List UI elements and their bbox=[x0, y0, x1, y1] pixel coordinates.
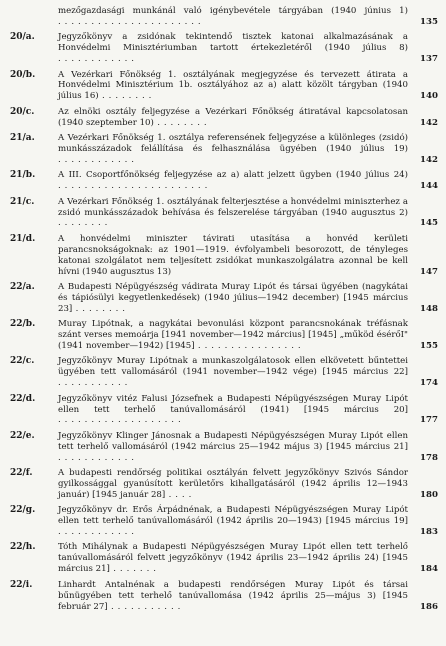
toc-entry bbox=[10, 282, 438, 315]
toc-entry-text: Jegyzőkönyv dr. Erős Árpádnénak, a Budapesti Népügyészségen Muray Lipót ellen tett terhelő tanúvallomásáról (1942 április 20—1943) [1945 március 19] bbox=[58, 505, 408, 527]
toc-entry-title bbox=[58, 234, 414, 278]
toc-entry-leader-dots: . . . . . . . . . . . . . . . . bbox=[194, 340, 302, 351]
toc-entry-text: Jegyzőkönyv Muray Lipótnak a munkaszolgálatosok ellen elkövetett bűntettei ügyében tett vallomásáról (1941 november—1942 vége) [1945 március 22] bbox=[58, 356, 408, 378]
toc-entry-title bbox=[58, 580, 414, 613]
toc-entry-title bbox=[58, 394, 414, 427]
toc-entry bbox=[10, 107, 438, 129]
toc-entry-number: 20/b. bbox=[10, 69, 36, 80]
toc-entry-number: 22/d. bbox=[10, 393, 36, 404]
toc-entry-number: 21/a. bbox=[10, 133, 35, 144]
toc-entry-text: mezőgazdasági munkánál való igénybevétele tárgyában (1940 június 1) bbox=[58, 6, 408, 16]
toc-entry-leader-dots: . . . . . . . . . . . . bbox=[58, 54, 135, 65]
toc-entry-page-number: 174 bbox=[420, 378, 438, 389]
toc-entry-page-number: 178 bbox=[420, 452, 438, 463]
toc-entry-number: 22/g. bbox=[10, 505, 36, 516]
toc-entry-title bbox=[58, 70, 414, 103]
toc-entry-page-number: 183 bbox=[420, 527, 438, 538]
toc-entry-title bbox=[58, 282, 414, 315]
toc-entry-number: 21/c. bbox=[10, 196, 35, 207]
toc-entry-text: Linhardt Antalnénak a budapesti rendőrségen Muray Lipót és társai bűnügyében tett terhelő tanúvallomása (1942 április 25—május 3) [1945 február 27] bbox=[58, 579, 408, 612]
toc-entry-text: A budapesti rendőrség politikai osztályán felvett jegyzőkönyv Szivós Sándor gyilkossággal gyanúsított kerületőrs kihallgatásáról (1942 április 12—1943 január) [1945 január 28] bbox=[58, 468, 408, 500]
toc-entry-page-number: 148 bbox=[420, 303, 438, 314]
toc-entry bbox=[10, 468, 438, 501]
toc-entry bbox=[10, 319, 438, 352]
toc-entry bbox=[10, 356, 438, 389]
toc-entry-title bbox=[58, 197, 414, 230]
toc-entry-text: A Vezérkari Főnökség 1. osztályának megjegyzése és tervezett átirata a Honvédelmi Minisztérium 1b. osztályához az a) alatt közölt tárgyban (1940 július 16) bbox=[58, 69, 408, 102]
toc-entry-leader-dots: . . . . . . . . . . . . bbox=[58, 452, 135, 463]
toc-entry bbox=[10, 431, 438, 464]
toc-entry-page-number: 177 bbox=[420, 415, 438, 426]
toc-entry-text: A Vezérkari Főnökség 1. osztálya referensének feljegyzése a különleges (zsidó) munkásszázadok felállítása és felhasználása ügyében (1940 július 19) bbox=[58, 133, 408, 154]
toc-entry-title bbox=[58, 468, 414, 501]
toc-entry-text: Jegyzőkönyv vitéz Falusi Józsefnek a Budapesti Népügyészségen Muray Lipót ellen tett terhelő tanúvallomásáról (1941) [1945 március 20] bbox=[58, 393, 408, 415]
toc-entry-title bbox=[58, 431, 414, 464]
toc-entry bbox=[10, 580, 438, 613]
toc-entry-page-number: 137 bbox=[420, 54, 438, 65]
toc-entry-text: A III. Csoportfőnökség feljegyzése az a) alatt jelzett ügyben (1940 július 24) bbox=[58, 170, 408, 181]
toc-entry-page-number: 142 bbox=[420, 154, 438, 165]
toc-entry-text: A Budapesti Népügyészség vádirata Muray Lipót és társai ügyében (nagykátai és tápiósülyi kegyetlenkedések) (1940 július—1942 december) [1945 március 23] bbox=[58, 281, 408, 314]
toc-entry-text: A honvédelmi miniszter távirati utasítása a honvéd kerületi parancsnokságoknak: az 1901—1919. évfolyambeli besorozott, de tényleges katonai szolgálatot nem teljesített zsidókat munkaszolgálatra azonnal be kell hívni (1940 augusztus 13) bbox=[58, 233, 408, 277]
toc-entry bbox=[10, 6, 438, 28]
toc-entry-text: Az elnöki osztály feljegyzése a Vezérkari Főnökség átiratával kapcsolatosan (1940 szeptember 10) bbox=[58, 106, 408, 128]
toc-entry-number: 22/h. bbox=[10, 542, 36, 553]
toc-entry-title bbox=[58, 356, 414, 389]
toc-entry bbox=[10, 234, 438, 278]
toc-entry-leader-dots: . . . . . . . . . . . . . . . . . . . . . . bbox=[58, 16, 202, 27]
toc-entry-number: 22/e. bbox=[10, 430, 35, 441]
toc-entry-text: Jegyzőkönyv a zsidónak tekintendő tisztek katonai alkalmazásának a Honvédelmi Minisztériumban tartott értekezletéről (1940 július 8) bbox=[58, 32, 408, 54]
toc-entry-leader-dots: . . . . bbox=[165, 489, 192, 500]
toc-entry-page-number: 147 bbox=[420, 266, 438, 277]
toc-entry-number: 22/a. bbox=[10, 281, 35, 292]
toc-entry-number: 20/a. bbox=[10, 32, 35, 43]
toc-entry-number: 22/c. bbox=[10, 356, 35, 367]
toc-entry-number: 22/b. bbox=[10, 319, 36, 330]
toc-entry-leader-dots: . . . . . . . . bbox=[153, 117, 208, 128]
toc-entry-text: Tóth Mihálynak a Budapesti Népügyészségen Muray Lipót ellen tett terhelő tanúvallomásáról felvett jegyzőkönyv (1942 április 23—1942 április 24) [1945 március 21] bbox=[58, 542, 408, 575]
toc-entry-page-number: 155 bbox=[420, 340, 438, 351]
toc-entry-number: 21/b. bbox=[10, 170, 36, 181]
toc-entry-title bbox=[58, 542, 414, 575]
toc-entry-number: 20/c. bbox=[10, 106, 35, 117]
toc-entry-title bbox=[58, 32, 414, 65]
toc-entry-page-number: 186 bbox=[420, 601, 438, 612]
toc-entry-page-number: 184 bbox=[420, 564, 438, 575]
toc-entry-leader-dots: . . . . . . . . . . . bbox=[58, 378, 128, 389]
toc-entry-text: Muray Lipótnak, a nagykátai bevonulási központ parancsnokának tréfásnak szánt verses memoárja [1941 november—1942 március] [1945] „működ ésérőI" (1941 november—1942) [1945] bbox=[58, 319, 408, 351]
toc-entry-title bbox=[58, 319, 414, 352]
toc-list bbox=[10, 6, 438, 612]
toc-entry-leader-dots: . . . . . . . . bbox=[72, 303, 126, 314]
toc-entry-page-number: 145 bbox=[420, 218, 438, 229]
toc-entry-page-number: 180 bbox=[420, 489, 438, 500]
toc-entry-leader-dots: . . . . . . . . bbox=[98, 91, 152, 102]
toc-entry-title bbox=[58, 505, 414, 538]
toc-entry bbox=[10, 32, 438, 65]
toc-entry-text: Jegyzőkönyv Klinger Jánosnak a Budapesti Népügyészségen Muray Lipót ellen tett terhelő vallomásáról (1942 március 25—1942 május 3) [1945 március 21] bbox=[58, 430, 408, 452]
toc-entry-title bbox=[58, 133, 414, 166]
toc-entry bbox=[10, 394, 438, 427]
toc-entry bbox=[10, 70, 438, 103]
toc-entry bbox=[10, 505, 438, 538]
toc-entry-leader-dots: . . . . . . . . . . . . . . . . . . . . . . . bbox=[58, 181, 208, 192]
toc-entry-text: A Vezérkari Főnökség 1. osztályának felterjesztése a honvédelmi miniszterhez a zsidó munkásszázadok behívása és felszerelése tárgyában (1940 augusztus 2) bbox=[58, 196, 408, 218]
toc-entry bbox=[10, 197, 438, 230]
toc-entry bbox=[10, 542, 438, 575]
toc-entry-page-number: 135 bbox=[420, 16, 438, 27]
toc-entry-number: 21/d. bbox=[10, 233, 36, 244]
toc-entry-number: 22/f. bbox=[10, 468, 33, 479]
toc-entry bbox=[10, 133, 438, 166]
toc-entry-leader-dots: . . . . . . . . . . . bbox=[107, 601, 181, 612]
toc-entry-page-number: 144 bbox=[420, 181, 438, 192]
toc-entry-title bbox=[58, 6, 414, 28]
toc-entry-leader-dots: . . . . . . . . . . . . bbox=[58, 527, 135, 538]
toc-entry-page-number: 140 bbox=[420, 91, 438, 102]
toc-entry bbox=[10, 170, 438, 192]
toc-entry-leader-dots: . . . . . . . . . . . . bbox=[58, 154, 135, 165]
toc-entry-leader-dots: . . . . . . . bbox=[109, 564, 157, 575]
toc-entry-leader-dots: . . . . . . . . . . . . . . . . . . . bbox=[58, 415, 182, 426]
toc-entry-leader-dots: . . . . . . . . bbox=[58, 218, 108, 229]
toc-entry-page-number: 142 bbox=[420, 117, 438, 128]
toc-entry-title bbox=[58, 170, 414, 192]
toc-entry-title bbox=[58, 107, 414, 129]
toc-entry-number: 22/i. bbox=[10, 579, 33, 590]
